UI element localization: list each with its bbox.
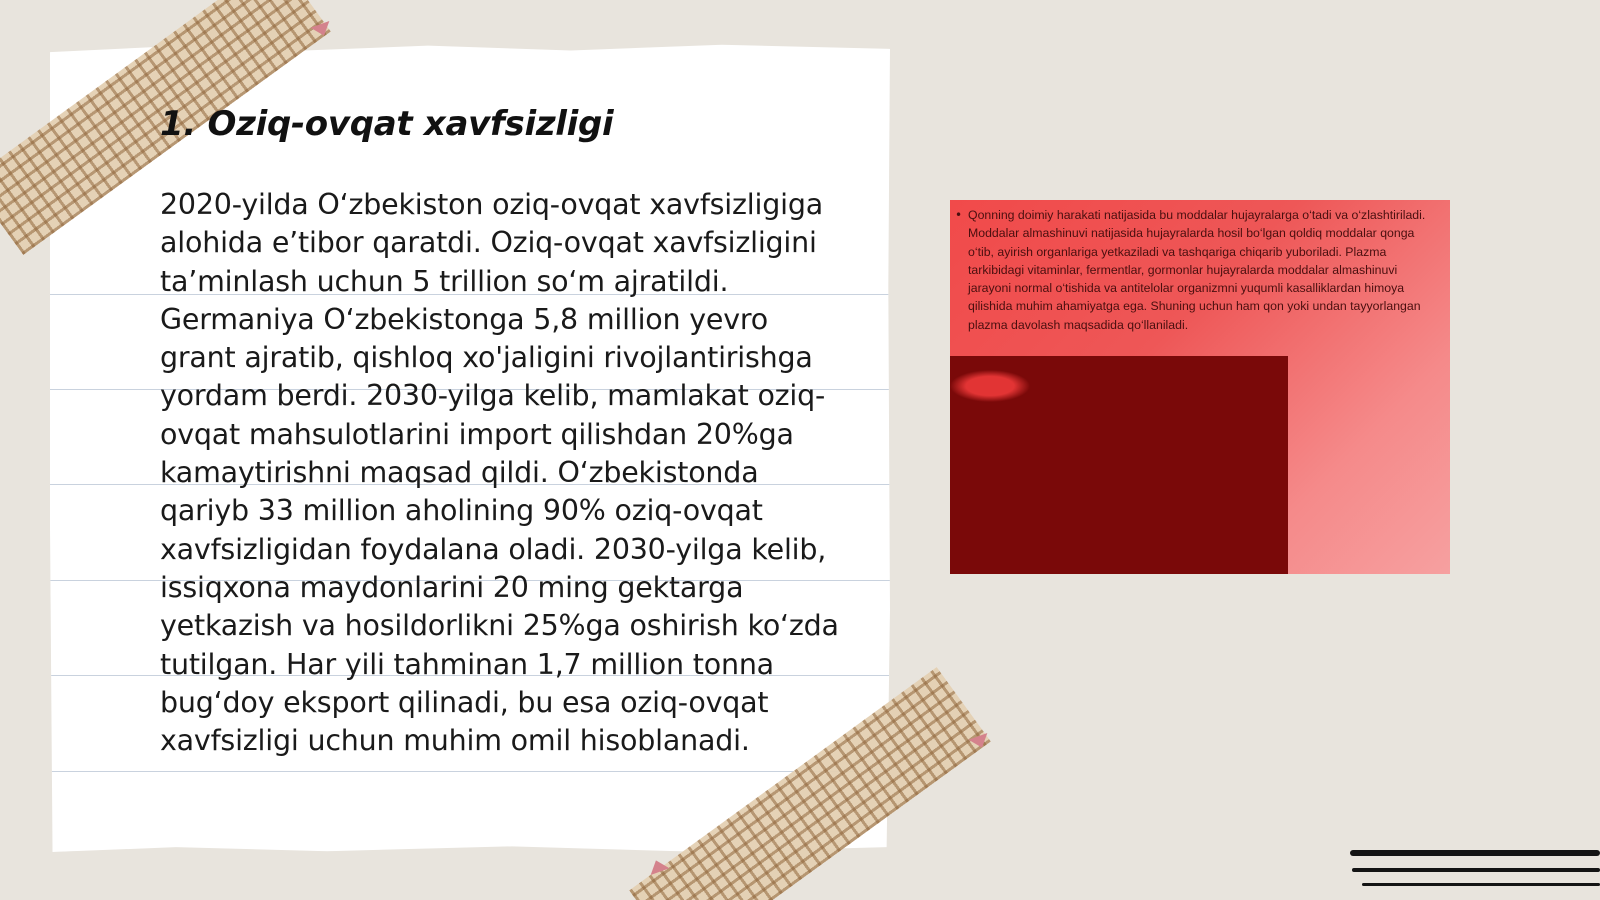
red-blood-cells-photo [950, 356, 1288, 574]
slide-title: 1. Oziq-ovqat xavfsizligi [160, 104, 614, 144]
ruled-line [50, 771, 890, 772]
slide-body-text: 2020-yilda O‘zbekiston oziq-ovqat xavfsizligiga alohida e’tibor qaratdi. Oziq-ovqat xavfsizligini ta’minlash uchun 5 trillion so‘m ajratildi. Germaniya O‘zbekistonga 5,8 million yevro grant ajratib, qishloq xo'jaligini rivojlantirishga yordam berdi. 2030-yilga kelib, mamlakat oziq-ovqat mahsulotlarini import qilishdan 20%ga kamaytirishni maqsad qildi. O‘zbekistonda qariyb 33 million aholining 90% oziq-ovqat xavfsizligidan foydalana oladi. 2030-yilga kelib, issiqxona maydonlarini 20 ming gektarga yetkazish va hosildorlikni 25%ga oshirish ko‘zda tutilgan. Har yili tahminan 1,7 million tonna bug‘doy eksport qilinadi, bu esa oziq-ovqat xavfsizligi uchun muhim omil hisoblanadi. [160, 188, 839, 758]
blood-cells-image [950, 200, 1450, 574]
brush-stroke [1350, 850, 1600, 856]
brush-stroke [1362, 883, 1600, 886]
brush-stroke [1352, 868, 1600, 872]
image-caption-text: Qonning doimiy harakati natijasida bu moddalar hujayralarga o‘tadi va o‘zlashtiriladi. Moddalar almashinuvi natijasida hujayralarda hosil bo‘lgan qoldiq moddalar qonga o‘tib, ayirish organlariga yetkaziladi va tashqariga chiqarib yuboriladi. Plazma tarkibidagi vitaminlar, fermentlar, gormonlar hujayralarda moddalar almashinuvi jarayoni normal o‘tishida va antitelolar organizmni yuqumli kasalliklardan himoya qilishida muhim ahamiyatga ega. Shuning uchun ham qon yoki undan tayyorlangan plazma davolash maqsadida qo‘llaniladi. [968, 208, 1426, 332]
bullet-icon: • [955, 208, 963, 222]
